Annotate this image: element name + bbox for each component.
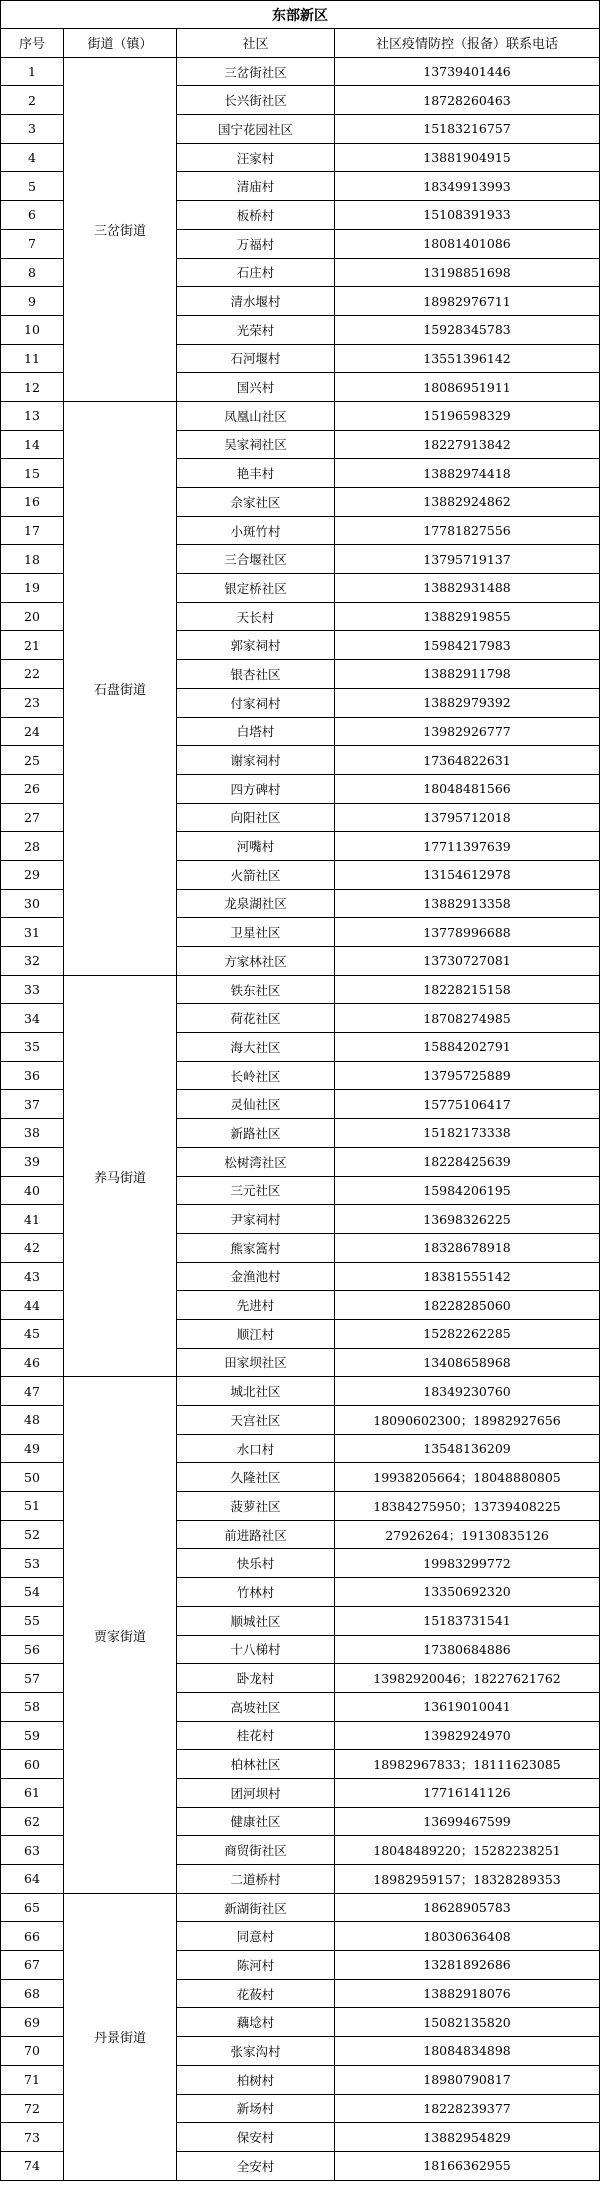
community-name: 新场村 <box>177 2094 335 2123</box>
row-index: 34 <box>1 1004 64 1033</box>
row-index: 33 <box>1 975 64 1004</box>
contact-phone: 15775106417 <box>335 1090 600 1119</box>
row-index: 21 <box>1 631 64 660</box>
row-index: 2 <box>1 86 64 115</box>
row-index: 65 <box>1 1893 64 1922</box>
contact-phone: 18030636408 <box>335 1922 600 1951</box>
community-name: 郭家祠村 <box>177 631 335 660</box>
contact-phone: 18980790817 <box>335 2065 600 2094</box>
row-index: 47 <box>1 1377 64 1406</box>
contact-phone: 15182173338 <box>335 1119 600 1148</box>
contact-phone: 13408658968 <box>335 1348 600 1377</box>
contact-phone: 15082135820 <box>335 2008 600 2037</box>
contact-phone: 13350692320 <box>335 1578 600 1607</box>
contact-phone: 13881904915 <box>335 143 600 172</box>
community-name: 田家坝社区 <box>177 1348 335 1377</box>
community-name: 三合堰社区 <box>177 545 335 574</box>
community-name: 方家林社区 <box>177 947 335 976</box>
contact-phone: 15984217983 <box>335 631 600 660</box>
contact-phone: 13739401446 <box>335 57 600 86</box>
community-name: 团河坝村 <box>177 1778 335 1807</box>
community-name: 保安村 <box>177 2123 335 2152</box>
community-name: 前进路社区 <box>177 1520 335 1549</box>
row-index: 73 <box>1 2123 64 2152</box>
contact-phone: 15884202791 <box>335 1033 600 1062</box>
row-index: 10 <box>1 315 64 344</box>
contact-phone: 18086951911 <box>335 373 600 402</box>
community-name: 长兴街社区 <box>177 86 335 115</box>
row-index: 37 <box>1 1090 64 1119</box>
community-name: 竹林村 <box>177 1578 335 1607</box>
community-name: 顺江村 <box>177 1319 335 1348</box>
row-index: 69 <box>1 2008 64 2037</box>
community-name: 三元社区 <box>177 1176 335 1205</box>
row-index: 27 <box>1 803 64 832</box>
community-name: 银杏社区 <box>177 660 335 689</box>
row-index: 3 <box>1 115 64 144</box>
community-name: 艳丰村 <box>177 459 335 488</box>
community-name: 灵仙社区 <box>177 1090 335 1119</box>
row-index: 45 <box>1 1319 64 1348</box>
community-name: 尹家祠村 <box>177 1205 335 1234</box>
community-name: 银定桥社区 <box>177 574 335 603</box>
contact-phone: 18228425639 <box>335 1147 600 1176</box>
community-name: 久隆社区 <box>177 1463 335 1492</box>
row-index: 38 <box>1 1119 64 1148</box>
community-name: 清水堰村 <box>177 287 335 316</box>
table-title: 东部新区 <box>1 1 600 29</box>
community-name: 桂花村 <box>177 1721 335 1750</box>
row-index: 18 <box>1 545 64 574</box>
community-name: 天宫社区 <box>177 1406 335 1435</box>
community-name: 柏树村 <box>177 2065 335 2094</box>
row-index: 36 <box>1 1061 64 1090</box>
row-index: 64 <box>1 1865 64 1894</box>
contact-phone: 17781827556 <box>335 516 600 545</box>
row-index: 44 <box>1 1291 64 1320</box>
community-name: 新湖街社区 <box>177 1893 335 1922</box>
contact-phone: 13154612978 <box>335 860 600 889</box>
community-name: 石河堰村 <box>177 344 335 373</box>
contact-phone: 13198851698 <box>335 258 600 287</box>
contact-phone: 13795719137 <box>335 545 600 574</box>
community-name: 谢家祠村 <box>177 746 335 775</box>
community-name: 三岔街社区 <box>177 57 335 86</box>
row-index: 57 <box>1 1664 64 1693</box>
contact-phone: 13795712018 <box>335 803 600 832</box>
table-row <box>1 401 600 430</box>
contact-phone: 18048481566 <box>335 774 600 803</box>
table-row <box>1 1377 600 1406</box>
street-name: 贾家街道 <box>64 1377 177 1893</box>
contact-phone: 19938205664；18048880805 <box>335 1463 600 1492</box>
contact-phone: 13730727081 <box>335 947 600 976</box>
contact-phone: 13882931488 <box>335 574 600 603</box>
contact-phone: 15183216757 <box>335 115 600 144</box>
contact-phone: 18349230760 <box>335 1377 600 1406</box>
row-index: 54 <box>1 1578 64 1607</box>
row-index: 72 <box>1 2094 64 2123</box>
contact-phone: 18384275950；13739408225 <box>335 1492 600 1521</box>
row-index: 51 <box>1 1492 64 1521</box>
contact-phone: 13619010041 <box>335 1692 600 1721</box>
row-index: 60 <box>1 1750 64 1779</box>
community-name: 万福村 <box>177 229 335 258</box>
contact-phone: 17380684886 <box>335 1635 600 1664</box>
community-name: 清庙村 <box>177 172 335 201</box>
community-name: 熊家篙村 <box>177 1233 335 1262</box>
contact-phone: 18381555142 <box>335 1262 600 1291</box>
community-name: 长岭社区 <box>177 1061 335 1090</box>
community-name: 卫星社区 <box>177 918 335 947</box>
community-name: 先进村 <box>177 1291 335 1320</box>
header-community: 社区 <box>177 29 335 58</box>
community-name: 十八梯村 <box>177 1635 335 1664</box>
contact-phone: 13882913358 <box>335 889 600 918</box>
community-name: 商贸街社区 <box>177 1836 335 1865</box>
row-index: 70 <box>1 2037 64 2066</box>
row-index: 30 <box>1 889 64 918</box>
row-index: 8 <box>1 258 64 287</box>
community-name: 光荣村 <box>177 315 335 344</box>
row-index: 13 <box>1 401 64 430</box>
contact-phone: 15282262285 <box>335 1319 600 1348</box>
row-index: 11 <box>1 344 64 373</box>
community-name: 佘家社区 <box>177 488 335 517</box>
contact-phone: 15183731541 <box>335 1606 600 1635</box>
header-street: 街道（镇） <box>64 29 177 58</box>
row-index: 9 <box>1 287 64 316</box>
contact-phone: 15196598329 <box>335 401 600 430</box>
contact-phone: 15108391933 <box>335 201 600 230</box>
row-index: 35 <box>1 1033 64 1062</box>
community-name: 火箭社区 <box>177 860 335 889</box>
contact-phone: 13281892686 <box>335 1951 600 1980</box>
row-index: 12 <box>1 373 64 402</box>
row-index: 5 <box>1 172 64 201</box>
row-index: 23 <box>1 688 64 717</box>
street-name: 石盘街道 <box>64 401 177 975</box>
community-name: 四方碑村 <box>177 774 335 803</box>
row-index: 28 <box>1 832 64 861</box>
row-index: 22 <box>1 660 64 689</box>
contact-phone: 15928345783 <box>335 315 600 344</box>
row-index: 50 <box>1 1463 64 1492</box>
contact-phone: 17364822631 <box>335 746 600 775</box>
contact-phone: 13778996688 <box>335 918 600 947</box>
community-name: 国兴村 <box>177 373 335 402</box>
contact-phone: 18728260463 <box>335 86 600 115</box>
community-name: 石庄村 <box>177 258 335 287</box>
community-name: 付家祠村 <box>177 688 335 717</box>
row-index: 41 <box>1 1205 64 1234</box>
contact-phone: 15984206195 <box>335 1176 600 1205</box>
contact-phone: 18349913993 <box>335 172 600 201</box>
header-phone: 社区疫情防控（报备）联系电话 <box>335 29 600 58</box>
community-name: 汪家村 <box>177 143 335 172</box>
community-name: 新路社区 <box>177 1119 335 1148</box>
street-name: 养马街道 <box>64 975 177 1377</box>
row-index: 16 <box>1 488 64 517</box>
row-index: 55 <box>1 1606 64 1635</box>
community-name: 菠萝社区 <box>177 1492 335 1521</box>
row-index: 39 <box>1 1147 64 1176</box>
community-name: 金渔池村 <box>177 1262 335 1291</box>
row-index: 6 <box>1 201 64 230</box>
community-name: 全安村 <box>177 2151 335 2180</box>
contact-phone: 27926264；19130835126 <box>335 1520 600 1549</box>
row-index: 7 <box>1 229 64 258</box>
table-row <box>1 57 600 86</box>
contact-phone: 18982976711 <box>335 287 600 316</box>
contact-phone: 13982920046；18227621762 <box>335 1664 600 1693</box>
row-index: 17 <box>1 516 64 545</box>
contact-phone: 13795725889 <box>335 1061 600 1090</box>
community-name: 同意村 <box>177 1922 335 1951</box>
row-index: 74 <box>1 2151 64 2180</box>
contact-phone: 18090602300；18982927656 <box>335 1406 600 1435</box>
row-index: 25 <box>1 746 64 775</box>
community-name: 张家沟村 <box>177 2037 335 2066</box>
row-index: 19 <box>1 574 64 603</box>
contact-phone: 13551396142 <box>335 344 600 373</box>
community-name: 天长村 <box>177 602 335 631</box>
contact-phone: 18628905783 <box>335 1893 600 1922</box>
header-index: 序号 <box>1 29 64 58</box>
contact-phone: 18081401086 <box>335 229 600 258</box>
row-index: 61 <box>1 1778 64 1807</box>
row-index: 49 <box>1 1434 64 1463</box>
community-name: 白塔村 <box>177 717 335 746</box>
row-index: 71 <box>1 2065 64 2094</box>
table-body <box>1 57 600 2180</box>
row-index: 68 <box>1 1979 64 2008</box>
contact-phone: 19983299772 <box>335 1549 600 1578</box>
row-index: 40 <box>1 1176 64 1205</box>
row-index: 26 <box>1 774 64 803</box>
community-name: 海大社区 <box>177 1033 335 1062</box>
row-index: 52 <box>1 1520 64 1549</box>
row-index: 46 <box>1 1348 64 1377</box>
contact-phone: 18982967833；18111623085 <box>335 1750 600 1779</box>
row-index: 59 <box>1 1721 64 1750</box>
row-index: 4 <box>1 143 64 172</box>
row-index: 20 <box>1 602 64 631</box>
street-name: 三岔街道 <box>64 57 177 401</box>
community-name: 快乐村 <box>177 1549 335 1578</box>
community-name: 顺城社区 <box>177 1606 335 1635</box>
contact-phone: 18228239377 <box>335 2094 600 2123</box>
contact-phone: 18227913842 <box>335 430 600 459</box>
contact-phone: 13699467599 <box>335 1807 600 1836</box>
row-index: 42 <box>1 1233 64 1262</box>
street-name: 丹景街道 <box>64 1893 177 2180</box>
row-index: 48 <box>1 1406 64 1435</box>
contact-phone: 13548136209 <box>335 1434 600 1463</box>
contact-phone: 13982926777 <box>335 717 600 746</box>
contact-phone: 18084834898 <box>335 2037 600 2066</box>
row-index: 14 <box>1 430 64 459</box>
community-name: 铁东社区 <box>177 975 335 1004</box>
contact-phone: 18048489220；15282238251 <box>335 1836 600 1865</box>
contact-phone: 13882974418 <box>335 459 600 488</box>
community-name: 松树湾社区 <box>177 1147 335 1176</box>
community-name: 荷花社区 <box>177 1004 335 1033</box>
contact-phone: 18708274985 <box>335 1004 600 1033</box>
contact-phone: 18328678918 <box>335 1233 600 1262</box>
community-name: 城北社区 <box>177 1377 335 1406</box>
row-index: 31 <box>1 918 64 947</box>
contact-phone: 13698326225 <box>335 1205 600 1234</box>
contact-phone: 13982924970 <box>335 1721 600 1750</box>
contact-phone: 18228285060 <box>335 1291 600 1320</box>
community-name: 龙泉湖社区 <box>177 889 335 918</box>
row-index: 53 <box>1 1549 64 1578</box>
row-index: 67 <box>1 1951 64 1980</box>
row-index: 43 <box>1 1262 64 1291</box>
row-index: 63 <box>1 1836 64 1865</box>
contact-phone: 13882919855 <box>335 602 600 631</box>
community-name: 向阳社区 <box>177 803 335 832</box>
community-name: 卧龙村 <box>177 1664 335 1693</box>
contact-phone: 17716141126 <box>335 1778 600 1807</box>
community-name: 小斑竹村 <box>177 516 335 545</box>
community-name: 水口村 <box>177 1434 335 1463</box>
community-name: 二道桥村 <box>177 1865 335 1894</box>
community-name: 健康社区 <box>177 1807 335 1836</box>
contact-phone: 13882911798 <box>335 660 600 689</box>
community-name: 板桥村 <box>177 201 335 230</box>
row-index: 29 <box>1 860 64 889</box>
community-name: 藕埝村 <box>177 2008 335 2037</box>
contact-phone: 13882979392 <box>335 688 600 717</box>
contact-phone: 18228215158 <box>335 975 600 1004</box>
contact-phone: 13882918076 <box>335 1979 600 2008</box>
community-name: 花莜村 <box>177 1979 335 2008</box>
row-index: 62 <box>1 1807 64 1836</box>
row-index: 1 <box>1 57 64 86</box>
contact-phone: 17711397639 <box>335 832 600 861</box>
table-row <box>1 975 600 1004</box>
community-name: 河嘴村 <box>177 832 335 861</box>
community-name: 凤凰山社区 <box>177 401 335 430</box>
community-name: 国宁花园社区 <box>177 115 335 144</box>
row-index: 56 <box>1 1635 64 1664</box>
row-index: 32 <box>1 947 64 976</box>
contact-phone: 13882924862 <box>335 488 600 517</box>
community-name: 柏林社区 <box>177 1750 335 1779</box>
row-index: 66 <box>1 1922 64 1951</box>
contact-phone: 18166362955 <box>335 2151 600 2180</box>
community-name: 吴家祠社区 <box>177 430 335 459</box>
contact-phone: 13882954829 <box>335 2123 600 2152</box>
row-index: 24 <box>1 717 64 746</box>
contact-phone: 18982959157；18328289353 <box>335 1865 600 1894</box>
table-row <box>1 1893 600 1922</box>
community-name: 高坡社区 <box>177 1692 335 1721</box>
row-index: 15 <box>1 459 64 488</box>
row-index: 58 <box>1 1692 64 1721</box>
community-name: 陈河村 <box>177 1951 335 1980</box>
